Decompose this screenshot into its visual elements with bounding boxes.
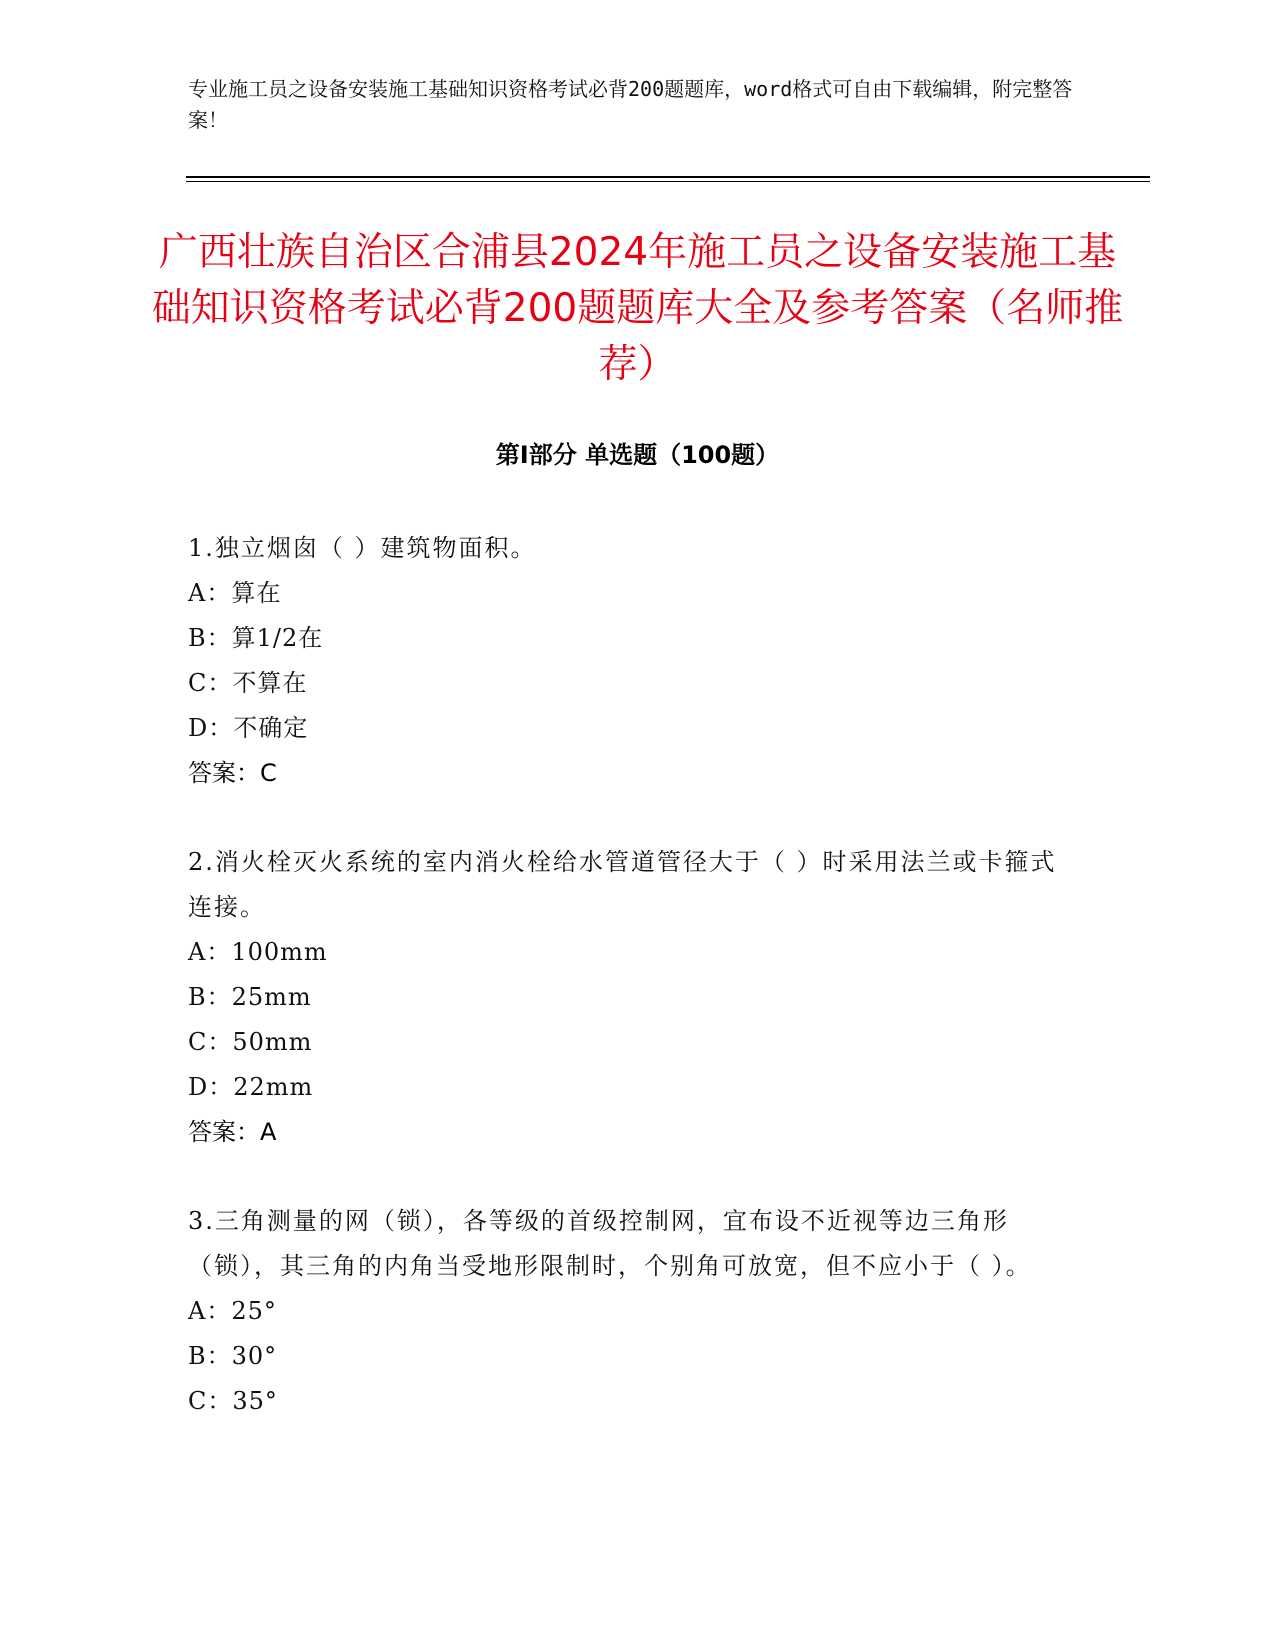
option-c: C：35° (188, 1387, 278, 1415)
option-d: D：不确定 (188, 714, 309, 742)
question-stem: 1.独立烟囱（ ）建筑物面积。 (188, 534, 537, 562)
option-b: B：25mm (188, 983, 312, 1011)
header-note: 专业施工员之设备安装施工基础知识资格考试必背200题题库，word格式可自由下载编辑，附完整答案！ (188, 77, 1073, 132)
document-title: 广西壮族自治区合浦县2024年施工员之设备安装施工基础知识资格考试必背200题题库大全及参考答案（名师推荐） (151, 230, 1124, 387)
option-c: C：不算在 (188, 669, 308, 697)
header-divider-thin (186, 181, 1150, 182)
question-1 (188, 526, 1068, 796)
option-d: D：22mm (188, 1073, 314, 1101)
question-stem: 3.三角测量的网（锁），各等级的首级控制网，宜布设不近视等边三角形（锁），其三角的内角当受地形限制时，个别角可放宽，但不应小于（ ）。 (188, 1207, 1032, 1280)
question-2 (188, 840, 1068, 1155)
option-b: B：算1/2在 (188, 624, 324, 652)
section-title: 第I部分 单选题（100题） (495, 441, 780, 469)
question-list (188, 526, 1068, 1468)
option-a: A：25° (188, 1297, 277, 1325)
question-stem: 2.消火栓灭火系统的室内消火栓给水管道管径大于（ ）时采用法兰或卡箍式连接。 (188, 848, 1057, 921)
option-a: A：100mm (188, 938, 328, 966)
question-answer: 答案：A (188, 1118, 277, 1146)
question-3 (188, 1199, 1068, 1424)
option-b: B：30° (188, 1342, 278, 1370)
question-answer: 答案：C (188, 759, 277, 787)
option-c: C：50mm (188, 1028, 313, 1056)
option-a: A：算在 (188, 579, 282, 607)
header-divider-thick (186, 176, 1150, 178)
